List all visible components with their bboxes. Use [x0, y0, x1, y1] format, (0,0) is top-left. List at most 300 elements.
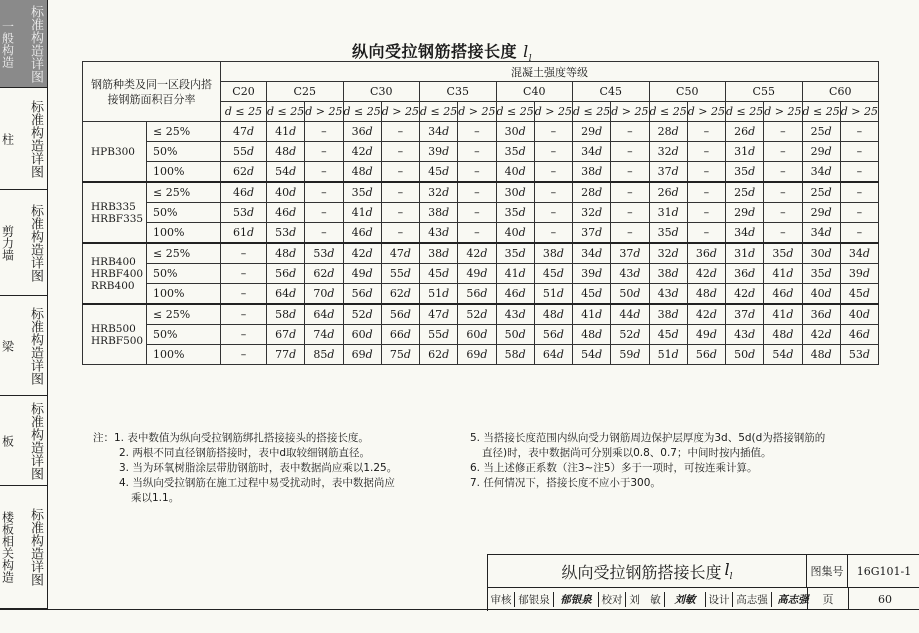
diameter-le-25: d ≤ 25 [726, 102, 764, 122]
design-label: 设计 [706, 592, 733, 607]
lap-length-cell: 47d [381, 243, 419, 264]
atlas-number: 16G101-1 [848, 555, 919, 588]
lap-length-cell: 58d [267, 304, 305, 325]
diameter-le-25: d ≤ 25 [802, 102, 840, 122]
table-row [83, 325, 879, 345]
note-line: 直径)时，表中数据尚可分别乘以0.8、0.7；中间时按内插值。 [482, 447, 772, 459]
lap-length-cell: 34d [573, 142, 611, 162]
side-standard-label: 标准构造详图 [28, 4, 43, 83]
lap-length-cell: 32d [649, 142, 687, 162]
lap-length-cell: 55d [381, 264, 419, 284]
side-section-label: 梁 [0, 339, 15, 352]
lap-length-cell: 47d [221, 122, 267, 142]
percentage-cell: ≤ 25% [147, 243, 221, 264]
percentage-cell: 100% [147, 223, 221, 244]
lap-length-cell: 59d [611, 345, 649, 365]
grade-C50: C50 [649, 82, 726, 102]
lap-length-cell: – [611, 142, 649, 162]
lap-length-cell: 51d [534, 284, 572, 305]
lap-length-cell: – [611, 223, 649, 244]
lap-length-cell: 52d [611, 325, 649, 345]
lap-length-cell: 48d [343, 162, 381, 183]
lap-length-cell: – [840, 203, 878, 223]
lap-length-cell: 38d [534, 243, 572, 264]
lap-length-cell: 29d [802, 142, 840, 162]
side-section-label: 剪力墙 [0, 224, 15, 261]
lap-length-cell: 25d [726, 182, 764, 203]
lap-length-cell: 41d [764, 264, 802, 284]
side-standard-label: 标准构造详图 [28, 99, 43, 178]
lap-length-cell: – [534, 223, 572, 244]
lap-length-cell: – [840, 142, 878, 162]
lap-length-cell: 74d [305, 325, 343, 345]
atlas-label: 图集号 [807, 555, 848, 588]
diameter-gt-25: d > 25 [381, 102, 419, 122]
lap-length-cell: 75d [381, 345, 419, 365]
lap-length-cell: 49d [687, 325, 725, 345]
lap-length-cell: 42d [687, 304, 725, 325]
lap-length-cell: 56d [381, 304, 419, 325]
lap-length-cell: – [764, 142, 802, 162]
lap-length-cell: 30d [496, 182, 534, 203]
lap-length-cell: 39d [420, 142, 458, 162]
lap-length-cell: 42d [687, 264, 725, 284]
percentage-cell: 50% [147, 264, 221, 284]
lap-length-cell: – [840, 162, 878, 183]
table-row [83, 264, 879, 284]
lap-length-cell: 35d [764, 243, 802, 264]
lap-length-cell: 41d [573, 304, 611, 325]
lap-length-cell: 85d [305, 345, 343, 365]
percentage-cell: ≤ 25% [147, 304, 221, 325]
note-line: 4. 当纵向受拉钢筋在施工过程中易受扰动时，表中数据尚应 [119, 477, 395, 489]
note-line: 2. 两根不同直径钢筋搭接时，表中d取较细钢筋直径。 [119, 447, 371, 459]
notes-left [93, 431, 397, 506]
lap-length-cell: – [534, 182, 572, 203]
side-section-label: 板 [0, 434, 15, 447]
lap-length-cell: 36d [343, 122, 381, 142]
lap-length-cell: 56d [534, 325, 572, 345]
corner-header: 钢筋种类及同一区段内搭接钢筋面积百分率 [83, 62, 221, 122]
side-section-label: 楼板相关构造 [0, 511, 15, 583]
lap-length-cell: 41d [496, 264, 534, 284]
lap-length-cell: 52d [343, 304, 381, 325]
lap-length-cell: 49d [343, 264, 381, 284]
lap-length-cell: 38d [649, 304, 687, 325]
lap-length-cell: 43d [496, 304, 534, 325]
lap-length-cell: – [534, 162, 572, 183]
note-line: 5. 当搭接长度范围内纵向受力钢筋周边保护层厚度为3d、5d(d为搭接钢筋的 [470, 432, 826, 444]
reviewer-name: 郁银泉 [515, 592, 554, 607]
lap-length-cell: 46d [764, 284, 802, 305]
lap-length-cell: 54d [573, 345, 611, 365]
note-line: 注：1. 表中数值为纵向受拉钢筋绑扎搭接接头的搭接长度。 [93, 432, 369, 444]
lap-length-cell: – [305, 182, 343, 203]
lap-length-cell: 30d [496, 122, 534, 142]
lap-length-cell: 55d [420, 325, 458, 345]
lap-length-cell: 64d [305, 304, 343, 325]
lap-length-cell: 42d [802, 325, 840, 345]
diameter-le-25: d ≤ 25 [221, 102, 267, 122]
lap-length-cell: 48d [267, 142, 305, 162]
percentage-cell: ≤ 25% [147, 122, 221, 142]
table-row [83, 203, 879, 223]
lap-length-cell: 34d [802, 223, 840, 244]
grade-C40: C40 [496, 82, 573, 102]
table-row [83, 122, 879, 142]
diameter-gt-25: d > 25 [458, 102, 496, 122]
diameter-gt-25: d > 25 [687, 102, 725, 122]
lap-length-cell: 51d [649, 345, 687, 365]
lap-length-cell: 46d [496, 284, 534, 305]
lap-length-cell: – [381, 122, 419, 142]
side-section-3[interactable] [0, 190, 47, 296]
side-standard-label: 标准构造详图 [28, 508, 43, 586]
lap-length-cell: 36d [687, 243, 725, 264]
lap-length-cell: 46d [267, 203, 305, 223]
lap-length-cell: 34d [726, 223, 764, 244]
lap-length-cell: 54d [764, 345, 802, 365]
lap-length-cell: – [534, 122, 572, 142]
note-line: 3. 当为环氧树脂涂层带肋钢筋时，表中数据尚应乘以1.25。 [119, 462, 398, 474]
lap-length-cell: 55d [221, 142, 267, 162]
percentage-cell: 100% [147, 345, 221, 365]
lap-length-cell: 51d [420, 284, 458, 305]
lap-length-cell: 40d [802, 284, 840, 305]
lap-length-cell: – [221, 345, 267, 365]
lap-length-cell: 35d [343, 182, 381, 203]
lap-length-cell: 32d [573, 203, 611, 223]
side-section-label: 一般构造 [0, 19, 15, 68]
lap-length-cell: 54d [267, 162, 305, 183]
lap-length-cell: 42d [458, 243, 496, 264]
lap-length-cell: 40d [496, 223, 534, 244]
grade-C20: C20 [221, 82, 267, 102]
lap-length-cell: 40d [267, 182, 305, 203]
lap-length-cell: 31d [726, 142, 764, 162]
lap-length-cell: – [305, 122, 343, 142]
percentage-cell: 50% [147, 203, 221, 223]
lap-length-cell: 45d [420, 162, 458, 183]
lap-length-cell: 69d [458, 345, 496, 365]
lap-length-cell: 34d [840, 243, 878, 264]
lap-length-cell: 62d [221, 162, 267, 183]
note-line: 7. 任何情况下，搭接长度不应小于300。 [470, 477, 661, 489]
lap-length-cell: 35d [802, 264, 840, 284]
lap-length-cell: 28d [649, 122, 687, 142]
lap-length-cell: 43d [726, 325, 764, 345]
lap-length-cell: 35d [649, 223, 687, 244]
lap-length-cell: 34d [573, 243, 611, 264]
table-row [83, 243, 879, 264]
lap-length-cell: 43d [649, 284, 687, 305]
lap-length-cell: 48d [764, 325, 802, 345]
table-row [83, 304, 879, 325]
lap-length-cell: 45d [534, 264, 572, 284]
notes-right [470, 431, 825, 491]
lap-length-cell: 64d [267, 284, 305, 305]
lap-length-cell: – [381, 203, 419, 223]
steel-type-cell: HRB500 HRBF500 [83, 304, 147, 365]
page-label: 页 [807, 588, 848, 610]
lap-length-cell: 60d [343, 325, 381, 345]
lap-length-cell: 49d [458, 264, 496, 284]
lap-length-cell: – [687, 203, 725, 223]
lap-length-cell: 50d [611, 284, 649, 305]
side-standard-label: 标准构造详图 [28, 203, 43, 282]
percentage-cell: 100% [147, 284, 221, 305]
lap-length-cell: 38d [420, 243, 458, 264]
lap-length-cell: 43d [611, 264, 649, 284]
page-title-text: 纵向受拉钢筋搭接长度 [352, 42, 518, 61]
lap-length-cell: 53d [840, 345, 878, 365]
lap-length-cell: 70d [305, 284, 343, 305]
diameter-le-25: d ≤ 25 [343, 102, 381, 122]
drawing-title: 纵向受拉钢筋搭接长度 $l_l$ [488, 555, 807, 588]
checker-signature: 刘敏 [665, 592, 706, 607]
lap-length-cell: 42d [726, 284, 764, 305]
lap-length-cell: – [221, 243, 267, 264]
lap-length-cell: 37d [649, 162, 687, 183]
grade-C25: C25 [267, 82, 344, 102]
lap-length-cell: – [687, 122, 725, 142]
diameter-gt-25: d > 25 [305, 102, 343, 122]
lap-length-cell: 42d [343, 243, 381, 264]
lap-length-cell: – [687, 142, 725, 162]
diameter-gt-25: d > 25 [840, 102, 878, 122]
lap-length-cell: – [305, 223, 343, 244]
lap-length-cell: 56d [343, 284, 381, 305]
lap-length-cell: 53d [305, 243, 343, 264]
percentage-cell: 100% [147, 162, 221, 183]
side-standard-label: 标准构造详图 [28, 306, 43, 385]
note-line: 乘以1.1。 [131, 492, 180, 504]
lap-length-cell: 38d [420, 203, 458, 223]
diameter-gt-25: d > 25 [534, 102, 572, 122]
lap-length-cell: – [458, 223, 496, 244]
side-section-label: 柱 [0, 132, 15, 145]
side-section-1[interactable] [0, 0, 47, 88]
lap-length-cell: 26d [726, 122, 764, 142]
concrete-grade-header: 混凝土强度等级 [221, 62, 879, 82]
lap-length-cell: 77d [267, 345, 305, 365]
lap-length-cell: – [611, 122, 649, 142]
lap-length-table [82, 61, 879, 365]
side-section-4[interactable] [0, 296, 47, 396]
lap-length-cell: 53d [267, 223, 305, 244]
grade-C45: C45 [573, 82, 650, 102]
lap-length-cell: 35d [496, 203, 534, 223]
lap-length-cell: – [381, 142, 419, 162]
lap-length-cell: – [534, 203, 572, 223]
lap-length-cell: 41d [764, 304, 802, 325]
note-line: 6. 当上述修正系数（注3~注5）多于一项时，可按连乘计算。 [470, 462, 758, 474]
lap-length-cell: 41d [343, 203, 381, 223]
lap-length-cell: – [764, 203, 802, 223]
lap-length-cell: – [381, 162, 419, 183]
lap-length-cell: 25d [802, 182, 840, 203]
lap-length-cell: 29d [726, 203, 764, 223]
review-label: 审核 [488, 592, 515, 607]
side-section-5[interactable] [0, 396, 47, 486]
lap-length-cell: 52d [458, 304, 496, 325]
lap-length-cell: 38d [649, 264, 687, 284]
lap-length-cell: 39d [573, 264, 611, 284]
lap-length-cell: 40d [840, 304, 878, 325]
lap-length-cell: 46d [343, 223, 381, 244]
lap-length-cell: 45d [840, 284, 878, 305]
lap-length-cell: 46d [221, 182, 267, 203]
lap-length-cell: 31d [649, 203, 687, 223]
lap-length-cell: 30d [802, 243, 840, 264]
lap-length-cell: – [305, 203, 343, 223]
grade-C30: C30 [343, 82, 420, 102]
diameter-le-25: d ≤ 25 [267, 102, 305, 122]
side-section-6[interactable] [0, 486, 47, 609]
lap-length-cell: 48d [573, 325, 611, 345]
lap-length-cell: – [381, 223, 419, 244]
lap-length-cell: 47d [420, 304, 458, 325]
grade-C35: C35 [420, 82, 497, 102]
diameter-le-25: d ≤ 25 [420, 102, 458, 122]
lap-length-cell: 58d [496, 345, 534, 365]
lap-length-cell: 48d [267, 243, 305, 264]
lap-length-cell: – [458, 203, 496, 223]
lap-length-cell: 37d [611, 243, 649, 264]
steel-type-cell: HRB335 HRBF335 [83, 182, 147, 243]
lap-length-cell: 66d [381, 325, 419, 345]
lap-length-cell: 36d [726, 264, 764, 284]
lap-length-cell: 69d [343, 345, 381, 365]
lap-length-cell: 44d [611, 304, 649, 325]
table-row [83, 284, 879, 305]
lap-length-cell: 35d [496, 243, 534, 264]
lap-length-cell: – [458, 122, 496, 142]
table-row [83, 182, 879, 203]
lap-length-cell: 37d [573, 223, 611, 244]
percentage-cell: 50% [147, 325, 221, 345]
lap-length-cell: – [221, 325, 267, 345]
check-label: 校对 [599, 592, 626, 607]
lap-length-cell: 64d [534, 345, 572, 365]
page-number: 60 [848, 588, 919, 610]
lap-length-cell: – [458, 162, 496, 183]
lap-length-cell: – [221, 264, 267, 284]
lap-length-cell: – [305, 162, 343, 183]
lap-length-cell: 50d [726, 345, 764, 365]
lap-length-cell: – [221, 284, 267, 305]
lap-length-cell: – [611, 182, 649, 203]
lap-length-cell: 45d [420, 264, 458, 284]
lap-length-cell: 53d [221, 203, 267, 223]
side-standard-label: 标准构造详图 [28, 401, 43, 480]
lap-length-cell: 56d [458, 284, 496, 305]
diameter-le-25: d ≤ 25 [649, 102, 687, 122]
lap-length-cell: – [764, 223, 802, 244]
checker-name: 刘 敏 [626, 592, 665, 607]
lap-length-cell: 50d [496, 325, 534, 345]
lap-length-cell: – [458, 182, 496, 203]
lap-length-cell: 29d [573, 122, 611, 142]
designer-signature: 高志强 [777, 593, 809, 606]
table-row [83, 162, 879, 183]
grade-C60: C60 [802, 82, 879, 102]
lap-length-cell: 67d [267, 325, 305, 345]
lap-length-cell: 45d [573, 284, 611, 305]
lap-length-cell: 35d [496, 142, 534, 162]
lap-length-cell: – [764, 182, 802, 203]
steel-type-cell: HPB300 [83, 122, 147, 183]
lap-length-cell: 25d [802, 122, 840, 142]
lap-length-cell: 26d [649, 182, 687, 203]
lap-length-cell: 61d [221, 223, 267, 244]
lap-length-cell: 60d [458, 325, 496, 345]
lap-length-cell: 32d [420, 182, 458, 203]
lap-length-cell: 48d [534, 304, 572, 325]
lap-length-cell: 31d [726, 243, 764, 264]
lap-length-cell: 34d [420, 122, 458, 142]
lap-length-cell: – [381, 182, 419, 203]
lap-length-cell: 48d [687, 284, 725, 305]
lap-length-cell: 36d [802, 304, 840, 325]
percentage-cell: ≤ 25% [147, 182, 221, 203]
lap-length-cell: – [458, 142, 496, 162]
lap-length-cell: 43d [420, 223, 458, 244]
lap-length-cell: 62d [305, 264, 343, 284]
side-section-2[interactable] [0, 88, 47, 190]
table-row [83, 345, 879, 365]
lap-length-cell: – [840, 122, 878, 142]
lap-length-cell: 40d [496, 162, 534, 183]
lap-length-cell: 42d [343, 142, 381, 162]
lap-length-cell: – [687, 182, 725, 203]
lap-length-cell: – [840, 182, 878, 203]
lap-length-cell: 29d [802, 203, 840, 223]
lap-length-cell: – [305, 142, 343, 162]
lap-length-cell: 62d [381, 284, 419, 305]
title-symbol: $l_l$ [523, 42, 533, 65]
lap-length-cell: – [611, 203, 649, 223]
designer-name: 高志强 [733, 592, 772, 607]
lap-length-cell: 56d [267, 264, 305, 284]
table-row [83, 223, 879, 244]
lap-length-cell: 34d [802, 162, 840, 183]
lap-length-cell: 28d [573, 182, 611, 203]
lap-length-cell: 39d [840, 264, 878, 284]
lap-length-cell: – [687, 223, 725, 244]
lap-length-cell: 56d [687, 345, 725, 365]
lap-length-cell: 48d [802, 345, 840, 365]
frame-bottom-line [0, 609, 919, 610]
lap-length-cell: 38d [573, 162, 611, 183]
lap-length-cell: – [840, 223, 878, 244]
lap-length-cell: – [611, 162, 649, 183]
lap-length-cell: 62d [420, 345, 458, 365]
steel-type-cell: HRB400 HRBF400 RRB400 [83, 243, 147, 304]
percentage-cell: 50% [147, 142, 221, 162]
side-index [0, 0, 48, 609]
lap-length-cell: 32d [649, 243, 687, 264]
lap-length-cell: 46d [840, 325, 878, 345]
diameter-gt-25: d > 25 [764, 102, 802, 122]
lap-length-cell: – [764, 122, 802, 142]
grade-C55: C55 [726, 82, 803, 102]
header-row-concrete [83, 62, 879, 82]
lap-length-cell: 41d [267, 122, 305, 142]
reviewer-signature: 郁银泉 [554, 592, 599, 607]
lap-length-cell: 37d [726, 304, 764, 325]
diameter-gt-25: d > 25 [611, 102, 649, 122]
